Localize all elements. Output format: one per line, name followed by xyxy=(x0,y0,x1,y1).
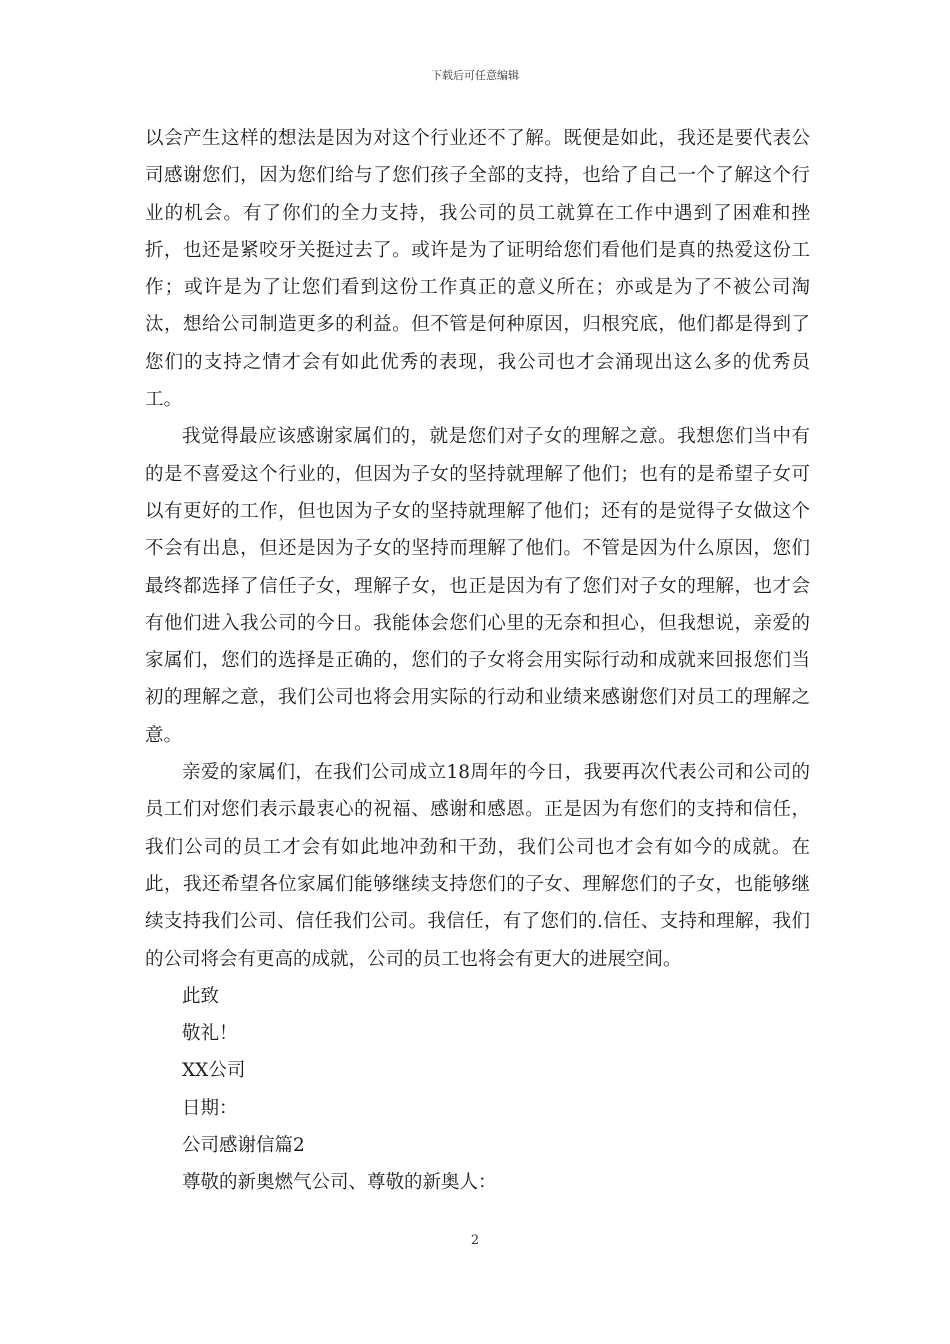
date-label: 日期： xyxy=(182,1097,238,1119)
paragraph-2: 我觉得最应该感谢家属们的，就是您们对子女的理解之意。我想您们当中有的是不喜爱这个行业的，但因为子女的坚持就理解了他们；也有的是希望子女可以有更好的工作，但也因为子女的坚持就理解了他们；还有的是觉得子女做这个不会有出息，但还是因为子女的坚持而理解了他们。不管是因为什么原因，您们最终都选择了信任子女，理解子女，也正是因为有了您们对子女的理解，也才会有他们进入我公司的今日。我能体会您们心里的无奈和担心，但我想说，亲爱的家属们，您们的选择是正确的，您们的子女将会用实际行动和成就来回报您们当初的理解之意，我们公司也将会用实际的行动和业绩来感谢您们对员工的理解之意。 xyxy=(145,426,810,746)
paragraph-3: 亲爱的家属们，在我们公司成立18周年的今日，我要再次代表公司和公司的员工们对您们表示最衷心的祝福、感谢和感恩。正是因为有您们的支持和信任，我们公司的员工才会有如此地冲劲和干劲，我们公司也才会有如今的成就。在此，我还希望各位家属们能够继续支持您们的子女、理解您们的子女，也能够继续支持我们公司、信任我们公司。我信任，有了您们的.信任、支持和理解，我们的公司将会有更高的成就，公司的员工也将会有更大的进展空间。 xyxy=(145,762,810,970)
closing-line-2: 敬礼！ xyxy=(182,1023,238,1045)
signature: XX公司 xyxy=(182,1060,246,1082)
next-letter-title: 公司感谢信篇2 xyxy=(182,1135,305,1157)
page-header: 下载后可任意编辑 xyxy=(431,69,519,82)
paragraph-1: 以会产生这样的想法是因为对这个行业还不了解。既便是如此，我还是要代表公司感谢您们，因为您们给与了您们孩子全部的支持，也给了自己一个了解这个行业的机会。有了你们的全力支持，我公司的员工就算在工作中遇到了困难和挫折，也还是紧咬牙关挺过去了。或许是为了证明给您们看他们是真的热爱这份工作；或许是为了让您们看到这份工作真正的意义所在；亦或是为了不被公司淘汰，想给公司制造更多的利益。但不管是何种原因，归根究底，他们都是得到了您们的支持之情才会有如此优秀的表现，我公司也才会涌现出这么多的优秀员工。 xyxy=(145,128,810,411)
closing-line-1: 此致 xyxy=(182,985,220,1007)
page-number: 2 xyxy=(470,1233,480,1248)
next-letter-salutation: 尊敬的新奥燃气公司、尊敬的新奥人： xyxy=(182,1172,497,1194)
document-body xyxy=(145,120,810,1202)
